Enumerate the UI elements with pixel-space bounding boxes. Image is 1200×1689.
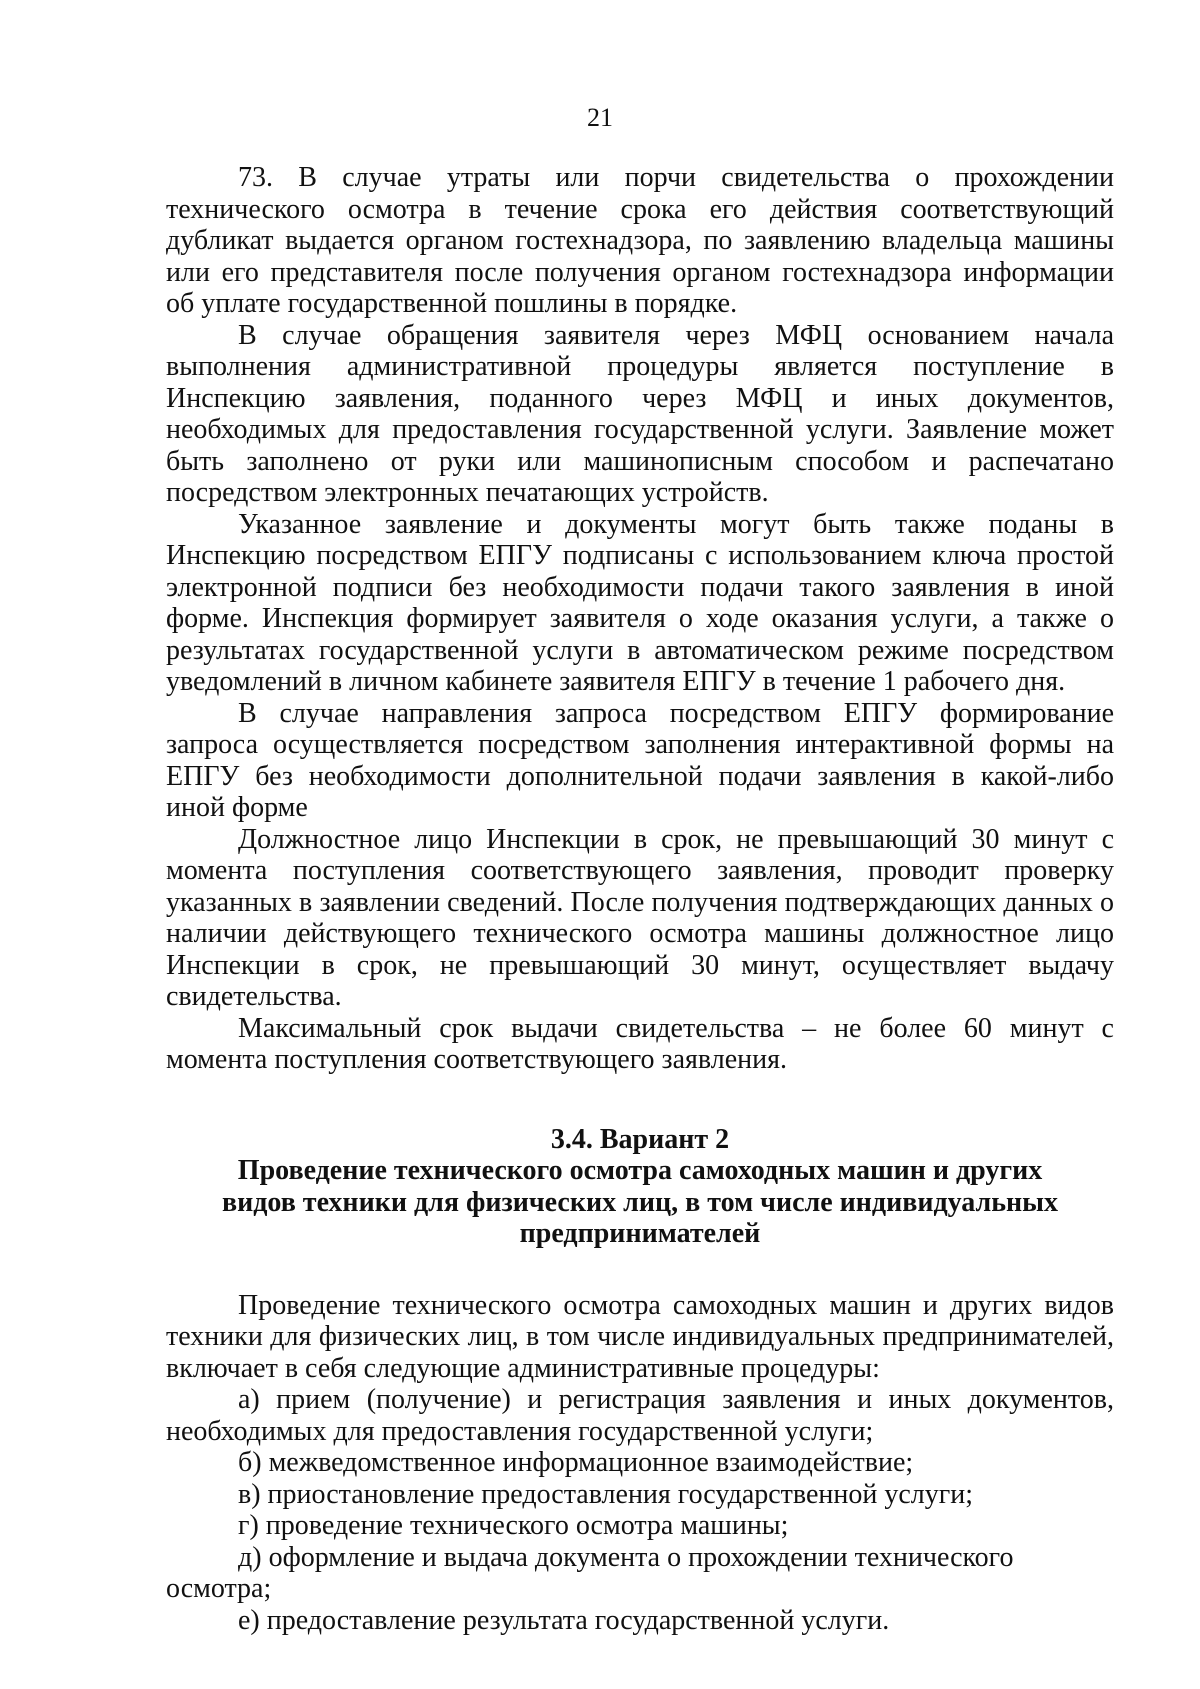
document-body	[166, 162, 1114, 1636]
procedure-item-d: д) оформление и выдача документа о прохождении технического осмотра;	[166, 1541, 1014, 1604]
section-title-line-1: Проведение технического осмотра самоходных машин и других	[237, 1155, 1043, 1186]
paragraph-official-check: Должностное лицо Инспекции в срок, не превышающий 30 минут с момента поступления соответствующего заявления, проводит проверку указанных в заявлении сведений. После получения подтверждающих данных о наличии действующего технического осмотра машины должностное лицо Инспекции в срок, не превышающий 30 минут, осуществляет выдачу свидетельства.	[166, 823, 1114, 1012]
procedure-item-a: а) прием (получение) и регистрация заявления и иных документов, необходимых для предоставления государственной услуги;	[166, 1384, 1114, 1447]
procedure-item-e: е) предоставление результата государственной услуги.	[238, 1604, 890, 1636]
procedure-item-g: г) проведение технического осмотра машины;	[238, 1510, 789, 1541]
procedure-item-b: б) межведомственное информационное взаимодействие;	[238, 1447, 914, 1478]
paragraph-max-term: Максимальный срок выдачи свидетельства – не более 60 минут с момента поступления соответствующего заявления.	[166, 1012, 1114, 1075]
paragraph-73: 73. В случае утраты или порчи свидетельства о прохождении технического осмотра в течение срока его действия соответствующий дубликат выдается органом гостехнадзора, по заявлению владельца машины или его представителя после получения органом гостехнадзора информации об уплате государственной пошлины в порядке.	[166, 162, 1114, 319]
section-title-line-2: видов техники для физических лиц, в том числе индивидуальных	[221, 1186, 1059, 1218]
paragraph-epgu-submission: Указанное заявление и документы могут быть также поданы в Инспекцию посредством ЕПГУ подписаны с использованием ключа простой электронной подписи без необходимости подачи такого заявления в иной форме. Инспекция формирует заявителя о ходе оказания услуги, а также о результатах государственной услуги в автоматическом режиме посредством уведомлений в личном кабинете заявителя ЕПГУ в течение 1 рабочего дня.	[166, 508, 1114, 697]
section-title-line-3: предпринимателей	[519, 1218, 761, 1249]
paragraph-epgu-request: В случае направления запроса посредством ЕПГУ формирование запроса осуществляется посредством заполнения интерактивной формы на ЕПГУ без необходимости дополнительной подачи заявления в какой-либо иной форме	[166, 697, 1114, 823]
paragraph-mfc: В случае обращения заявителя через МФЦ основанием начала выполнения административной процедуры является поступление в Инспекцию заявления, поданного через МФЦ и иных документов, необходимых для предоставления государственной услуги. Заявление может быть заполнено от руки или машинописным способом и распечатано посредством электронных печатающих устройств.	[166, 319, 1114, 508]
section-intro: Проведение технического осмотра самоходных машин и других видов техники для физических лиц, в том числе индивидуальных предпринимателей, включает в себя следующие административные процедуры:	[166, 1289, 1114, 1384]
procedure-item-v: в) приостановление предоставления государственной услуги;	[238, 1478, 973, 1510]
section-number: 3.4. Вариант 2	[550, 1123, 730, 1155]
page-number: 21	[587, 103, 613, 132]
